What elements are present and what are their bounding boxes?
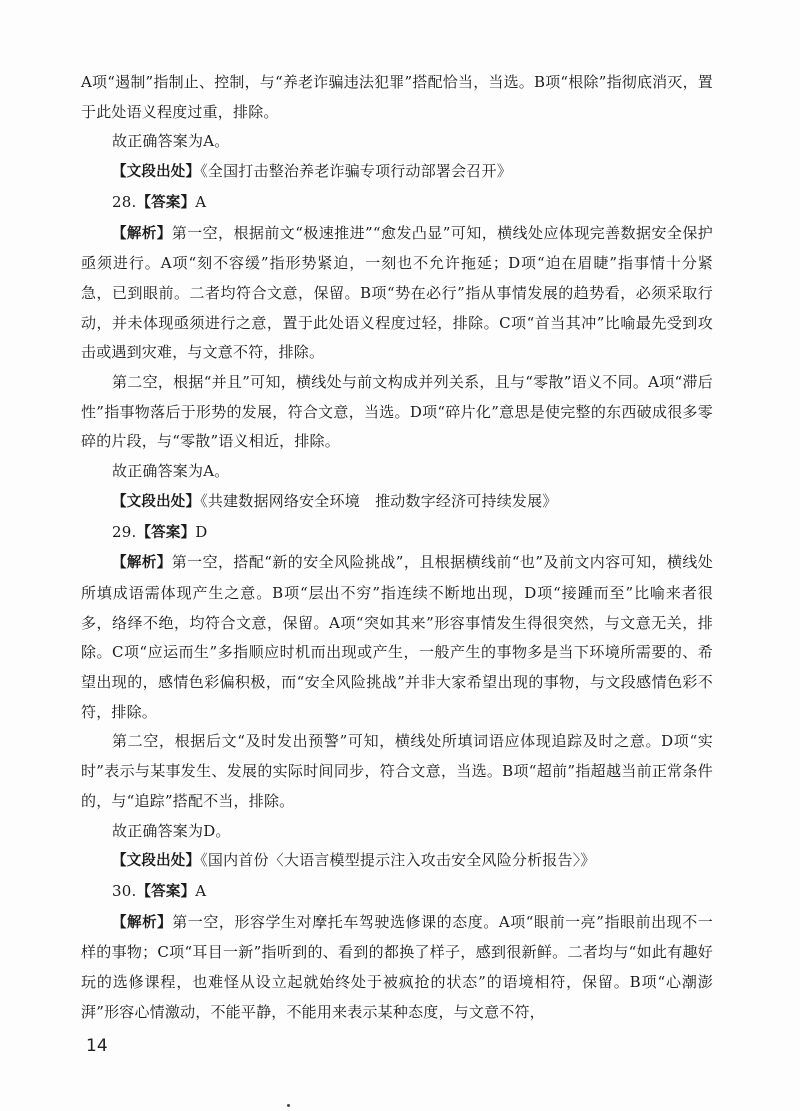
source-label: 【文段出处】 <box>112 164 201 181</box>
paragraph-source <box>81 487 713 518</box>
analysis-label: 【解析】 <box>112 555 172 572</box>
paragraph-conclusion <box>81 457 713 487</box>
paragraph-text: 故正确答案为A。 <box>112 132 230 151</box>
paragraph-analysis <box>81 548 713 727</box>
paragraph-text: 故正确答案为D。 <box>112 821 231 840</box>
paragraph-analysis <box>81 219 713 369</box>
paragraph-text: 第二空，根据后文“及时发出预警”可知，横线处所填词语应体现追踪及时之意。D项“实时”表示与某事发生、发展的实际时间同步，符合文意，当选。B项“超前”指超越当前正常条件的，与“追踪”搭配不当，排除。 <box>81 732 713 810</box>
paragraph-second-blank <box>81 727 713 816</box>
answer-label: 【答案】 <box>136 194 196 211</box>
paragraph-analysis <box>81 908 713 1028</box>
paragraph-text: A项“遏制”指制止、控制，与“养老诈骗违法犯罪”搭配恰当，当选。B项“根除”指彻底消灭，置于此处语义程度过重，排除。 <box>81 73 713 121</box>
paragraph-text: 第二空，根据“并且”可知，横线处与前文构成并列关系，且与“零散”语义不同。A项“滞后性”指事物落后于形势的发展，符合文意，当选。D项“碎片化”意思是使完整的东西破成很多零碎的片段，与“零散”语义相近，排除。 <box>81 373 713 451</box>
source-label: 【文段出处】 <box>112 853 201 870</box>
analysis-label: 【解析】 <box>112 914 173 931</box>
source-title: 《全国打击整治养老诈骗专项行动部署会召开》 <box>200 162 512 181</box>
paragraph-text: 故正确答案为A。 <box>112 462 230 481</box>
source-title: 《共建数据网络安全环境 推动数字经济可持续发展》 <box>200 491 558 510</box>
paragraph-source <box>81 157 713 188</box>
question-number: 29. <box>112 522 137 541</box>
paragraph-conclusion <box>81 127 713 157</box>
source-label: 【文段出处】 <box>112 493 201 510</box>
source-title: 《国内首份〈大语言模型提示注入攻击安全风险分析报告〉》 <box>200 851 596 870</box>
question-number: 30. <box>112 881 137 900</box>
answer-label: 【答案】 <box>136 524 196 541</box>
paragraph-option-analysis <box>81 68 713 127</box>
analysis-label: 【解析】 <box>112 225 172 242</box>
paragraph-text: 第一空，根据前文“极速推进”“愈发凸显”可知，横线处应体现完善数据安全保护亟须进行。A项“刻不容缓”指形势紧迫，一刻也不允许拖延；D项“迫在眉睫”指事情十分紧急，已到眼前。二者均符合文意，保留。B项“势在必行”指从事情发展的趋势看，必须采取行动，并未体现亟须进行之意，置于此处语义程度过轻，排除。C项“首当其冲”比喻最先受到攻击或遇到灾难，与文意不符，排除。 <box>81 223 713 362</box>
paragraph-text: 第一空，搭配“新的安全风险挑战”，且根据横线前“也”及前文内容可知，横线处所填成语需体现产生之意。B项“层出不穷”指连续不断地出现，D项“接踵而至”比喻来者很多，络绎不绝，均符合文意，保留。A项“突如其来”形容事情发生得很突然，与文意无关，排除。C项“应运而生”多指顺应时机而出现或产生，一般产生的事物多是当下环境所需要的、希望出现的，感情色彩偏积极，而“安全风险挑战”并非大家希望出现的事物，与文段感情色彩不符，排除。 <box>81 553 713 721</box>
answer-value: A <box>195 881 207 900</box>
answer-value: A <box>195 192 207 211</box>
paragraph-second-blank <box>81 368 713 457</box>
paragraph-source <box>81 846 713 877</box>
paragraph-conclusion <box>81 817 713 847</box>
answer-heading-29 <box>81 518 713 549</box>
paragraph-text: 第一空，形容学生对摩托车驾驶选修课的态度。A项“眼前一亮”指眼前出现不一样的事物；C项“耳目一新”指听到的、看到的都换了样子，感到很新鲜。二者均与“如此有趣好玩的选修课程，也难怪从设立起就始终处于被疯抢的状态”的语境相符，保留。B项“心潮澎湃”形容心情激动，不能平静，不能用来表示某种态度，与文意不符， <box>81 912 713 1021</box>
answer-heading-30 <box>81 877 713 908</box>
page-number: 14 <box>86 1036 108 1056</box>
document-body <box>81 68 713 1028</box>
answer-label: 【答案】 <box>136 883 196 900</box>
scan-speck <box>287 1104 290 1107</box>
question-number: 28. <box>112 192 137 211</box>
answer-heading-28 <box>81 188 713 219</box>
answer-value: D <box>195 522 208 541</box>
